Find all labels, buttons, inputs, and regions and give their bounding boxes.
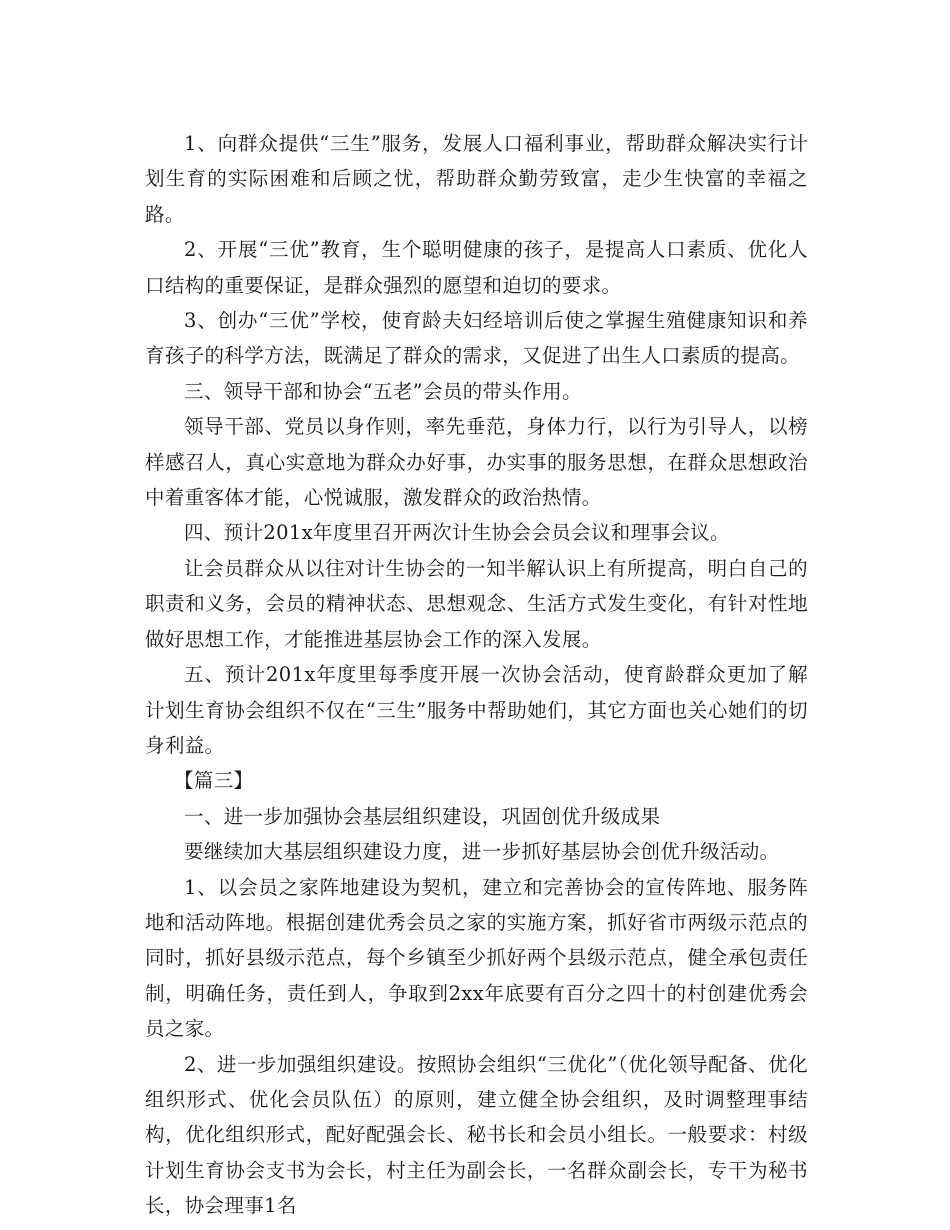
section-heading-4: 四、预计201x年度里召开两次计生协会会员会议和理事会议。 xyxy=(184,521,730,545)
section-heading-1: 一、进一步加强协会基层组织建设，巩固创优升级成果 xyxy=(184,804,661,828)
paragraph-4: 领导干部、党员以身作则，率先垂范，身体力行，以行为引导人，以榜样感召人，真心实意地为群众办好事，办实事的服务思想，在群众思想政治中着重客体才能，心悦诚服，激发群众的政治热情。 xyxy=(145,415,808,510)
paragraph-6: 要继续加大基层组织建设力度，进一步抓好基层协会创优升级活动。 xyxy=(184,840,780,864)
paragraph-2: 2、开展“三优”教育，生个聪明健康的孩子，是提高人口素质、优化人口结构的重要保证，是群众强烈的愿望和迫切的要求。 xyxy=(145,238,808,297)
part-heading: 【篇三】 xyxy=(174,769,254,793)
document-body xyxy=(145,126,808,1224)
paragraph-5: 让会员群众从以往对计生协会的一知半解认识上有所提高，明白自己的职责和义务，会员的精神状态、思想观念、生活方式发生变化，有针对性地做好思想工作，才能推进基层协会工作的深入发展。 xyxy=(145,556,808,651)
paragraph-8: 2、进一步加强组织建设。按照协会组织“三优化”（优化领导配备、优化组织形式、优化会员队伍）的原则，建立健全协会组织，及时调整理事结构，优化组织形式，配好配强会长、秘书长和会员小组长。一般要求：村级计划生育协会支书为会长，村主任为副会长，一名群众副会长，专干为秘书长，协会理事1名 xyxy=(145,1052,808,1218)
paragraph-3: 3、创办“三优”学校，使育龄夫妇经培训后使之掌握生殖健康知识和养育孩子的科学方法，既满足了群众的需求，又促进了出生人口素质的提高。 xyxy=(145,309,808,368)
paragraph-1: 1、向群众提供“三生”服务，发展人口福利事业，帮助群众解决实行计划生育的实际困难和后顾之忧，帮助群众勤劳致富，走少生快富的幸福之路。 xyxy=(145,132,808,226)
section-heading-5: 五、预计201x年度里每季度开展一次协会活动，使育龄群众更加了解计划生育协会组织不仅在“三生”服务中帮助她们，其它方面也关心她们的切身利益。 xyxy=(145,663,808,757)
paragraph-7: 1、以会员之家阵地建设为契机，建立和完善协会的宣传阵地、服务阵地和活动阵地。根据创建优秀会员之家的实施方案，抓好省市两级示范点的同时，抓好县级示范点，每个乡镇至少抓好两个县级示范点，健全承包责任制，明确任务，责任到人，争取到2xx年底要有百分之四十的村创建优秀会员之家。 xyxy=(145,875,808,1041)
section-heading-3: 三、领导干部和协会“五老”会员的带头作用。 xyxy=(184,379,582,403)
